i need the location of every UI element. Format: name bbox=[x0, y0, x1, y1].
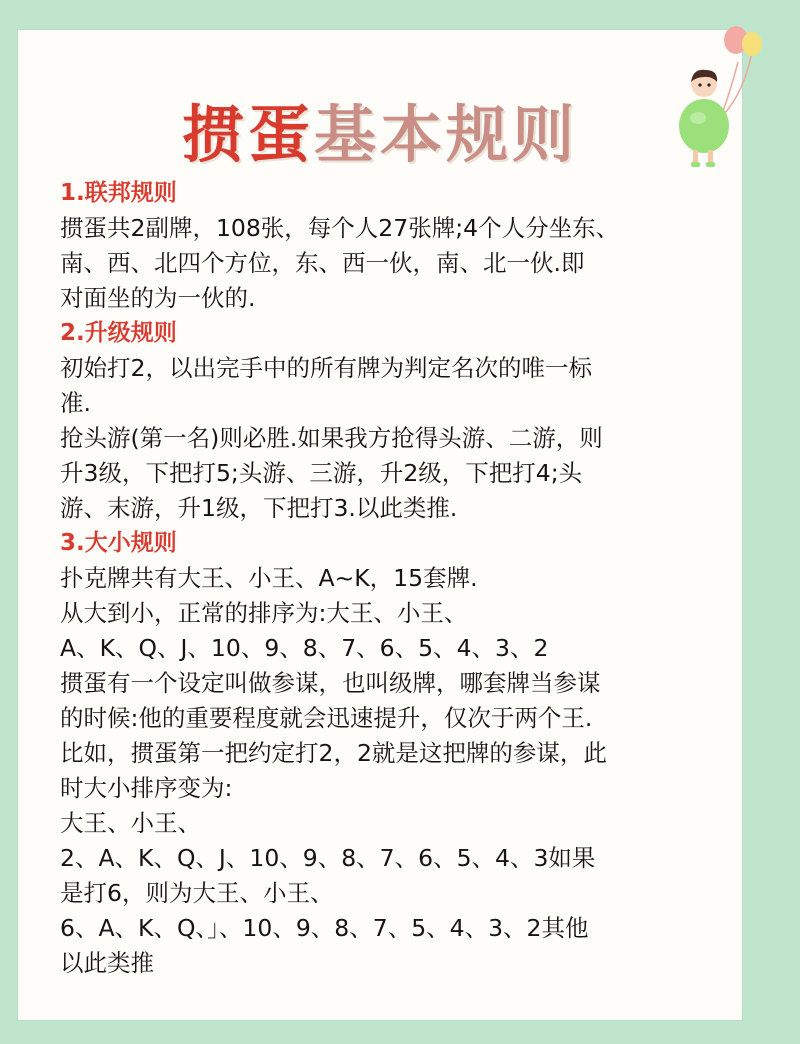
rule-text-line: 升3级，下把打5;头游、三游，升2级，下把打4;头 bbox=[60, 459, 583, 487]
rule-text-line: 准. bbox=[60, 389, 91, 417]
rule-text-line: 是打6，则为大王、小王、 bbox=[60, 879, 334, 907]
section-heading: 1.联邦规则 bbox=[60, 180, 177, 206]
rule-text-line: 对面坐的为一伙的. bbox=[60, 284, 256, 312]
page-title bbox=[18, 85, 742, 174]
rule-text-line: 游、末游，升1级，下把打3.以此类推. bbox=[60, 494, 458, 522]
rule-text-line: 从大到小，正常的排序为:大王、小王、 bbox=[60, 599, 468, 627]
kid-with-balloons-icon bbox=[660, 22, 780, 182]
rule-text-line: 大王、小王、 bbox=[60, 809, 201, 837]
rule-text-line: 的时候:他的重要程度就会迅速提升，仅次于两个王. bbox=[60, 704, 593, 732]
section-heading: 2.升级规则 bbox=[60, 320, 177, 346]
rule-text-line: 掼蛋有一个设定叫做参谋，也叫级牌，哪套牌当参谋 bbox=[60, 669, 601, 697]
rule-text-line: 掼蛋共2副牌，108张，每个人27张牌;4个人分坐东、 bbox=[60, 214, 620, 242]
rule-text-line: 南、西、北四个方位，东、西一伙，南、北一伙.即 bbox=[60, 249, 585, 277]
rule-text-line: 比如，掼蛋第一把约定打2，2就是这把牌的参谋，此 bbox=[60, 739, 607, 767]
rule-text-line: 抢头游(第一名)则必胜.如果我方抢得头游、二游，则 bbox=[60, 424, 603, 452]
title-part-1: 掼蛋 bbox=[181, 98, 314, 171]
rule-text-line: A、K、Q、J、10、9、8、7、6、5、4、3、2 bbox=[60, 634, 549, 662]
rule-text-line: 2、A、K、Q、J、10、9、8、7、6、5、4、3如果 bbox=[60, 844, 596, 872]
rule-text-line: 初始打2，以出完手中的所有牌为判定名次的唯一标 bbox=[60, 354, 592, 382]
rule-text-line: 扑克牌共有大王、小王、A~K，15套牌. bbox=[60, 564, 478, 592]
rule-text-line: 时大小排序变为: bbox=[60, 774, 233, 802]
title-part-2: 基本规则 bbox=[314, 98, 579, 171]
rules-content bbox=[60, 176, 750, 981]
rule-text-line: 6、A、K、Q、」、10、9、8、7、5、4、3、2其他 bbox=[60, 914, 589, 942]
rule-text-line: 以此类推 bbox=[60, 949, 154, 977]
section-heading: 3.大小规则 bbox=[60, 530, 177, 556]
